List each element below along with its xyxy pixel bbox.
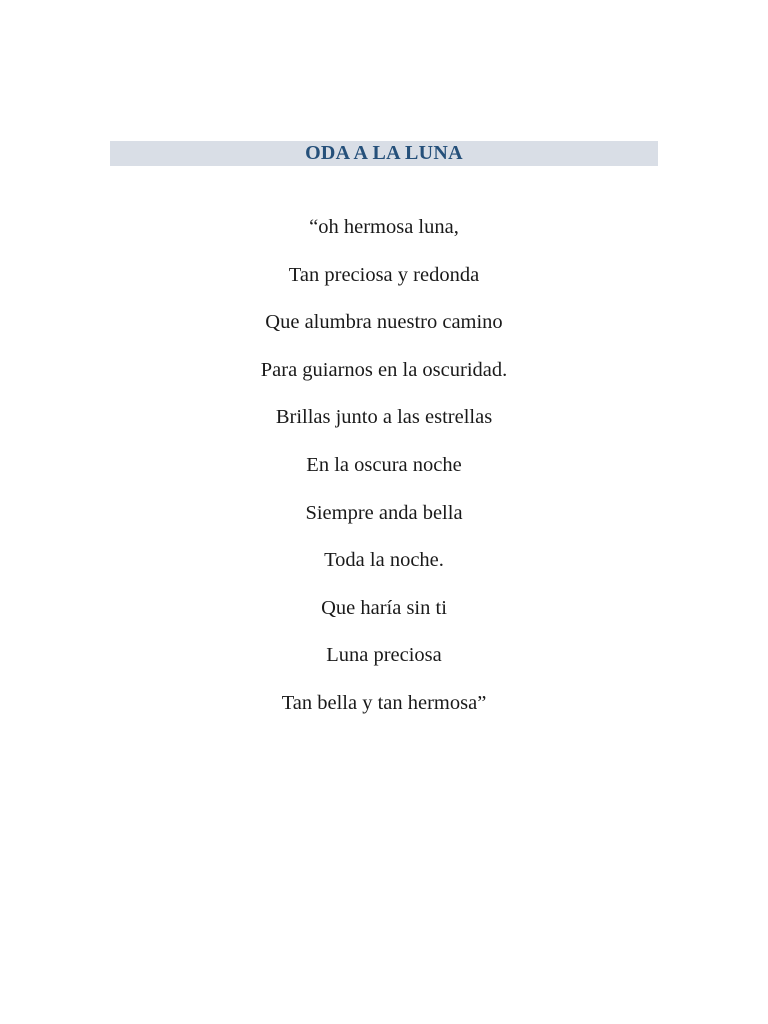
verse-line: En la oscura noche — [306, 453, 462, 476]
verse-line: Toda la noche. — [324, 549, 444, 572]
verse-line: Que haría sin ti — [321, 596, 447, 619]
verse-line: Brillas junto a las estrellas — [275, 406, 493, 429]
verse-line: “oh hermosa luna, — [309, 216, 459, 238]
title-band — [110, 141, 658, 166]
verse-line: Que alumbra nuestro camino — [265, 311, 503, 334]
verse-line: Tan bella y tan hermosa” — [281, 691, 487, 714]
poem-body — [0, 210, 768, 734]
verse-line: Siempre anda bella — [305, 501, 463, 524]
verse-line: Luna preciosa — [326, 644, 442, 667]
poem-title: ODA A LA LUNA — [305, 142, 463, 164]
verse-line: Para guiarnos en la oscuridad. — [260, 358, 508, 381]
verse-line: Tan preciosa y redonda — [288, 263, 480, 286]
